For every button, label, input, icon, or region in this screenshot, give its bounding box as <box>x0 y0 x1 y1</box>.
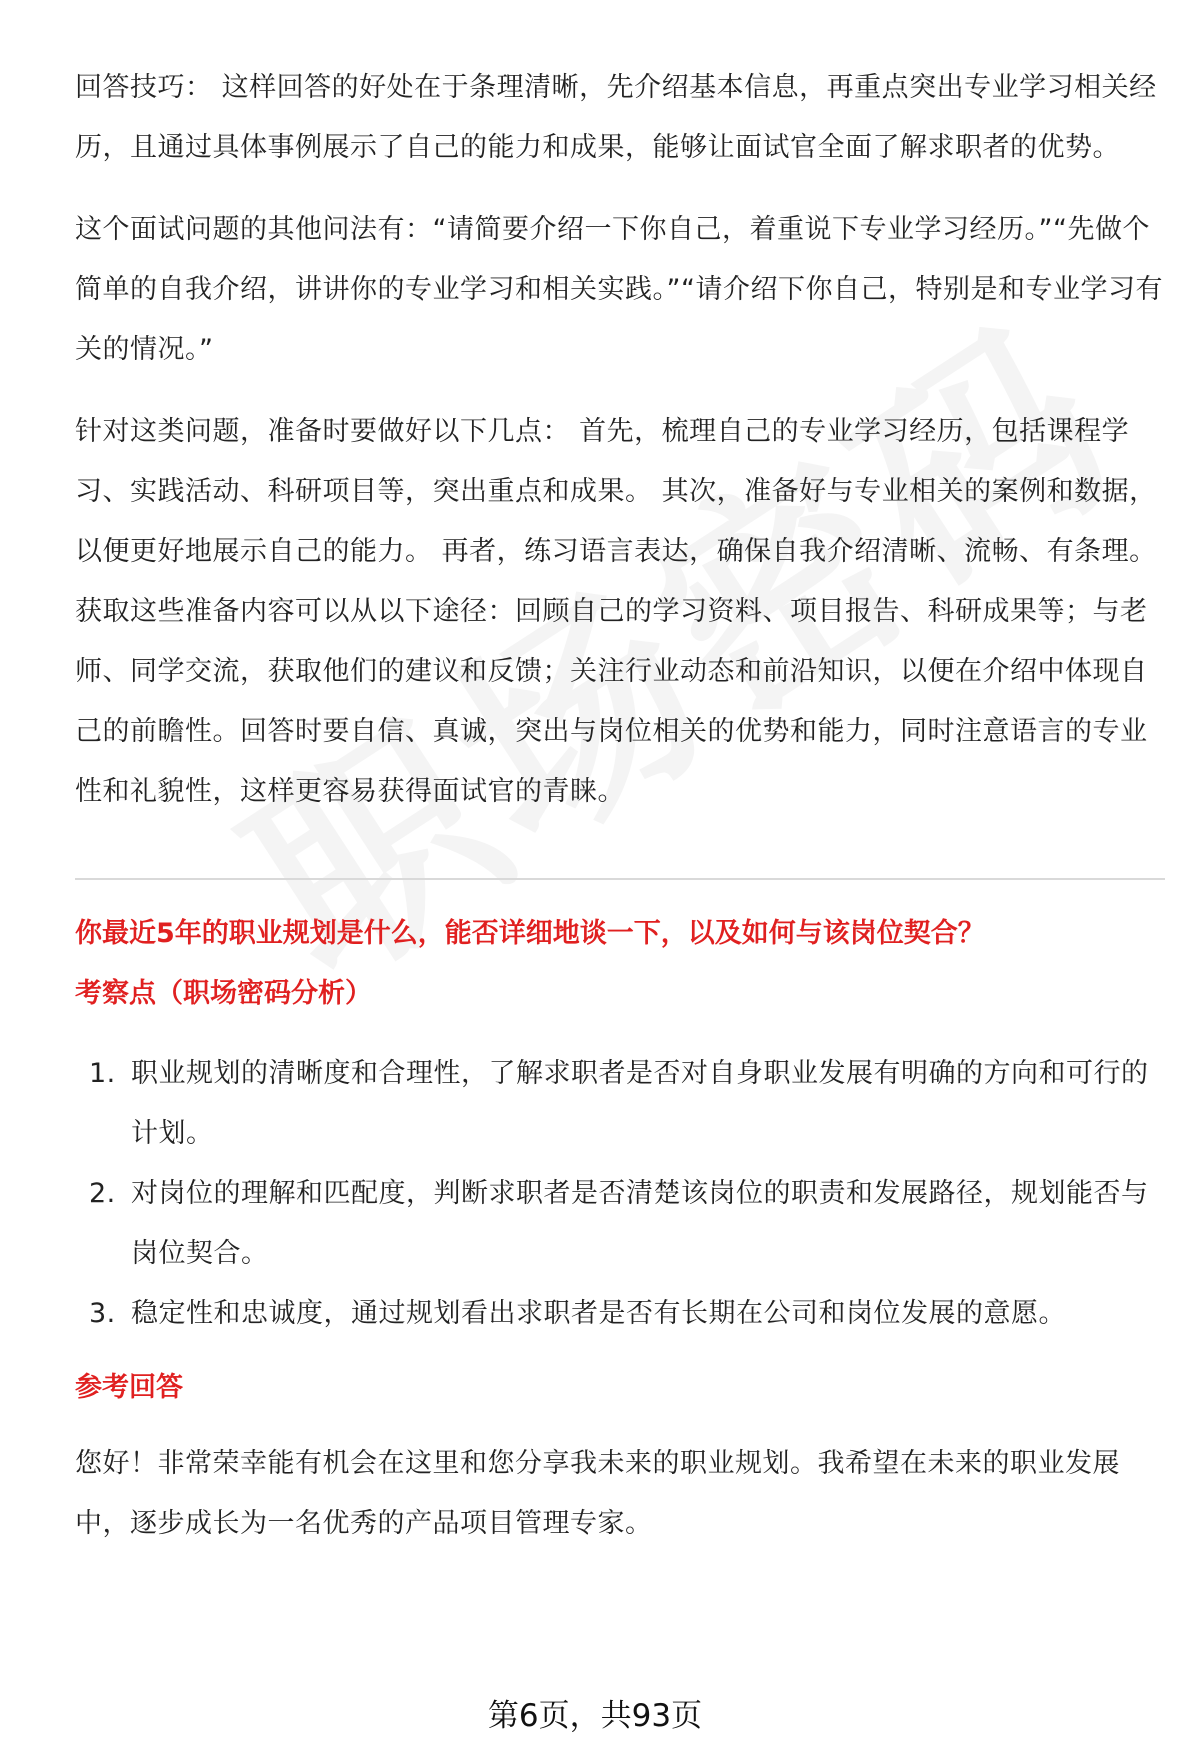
reference-answer-label: 参考回答 <box>75 1372 183 1403</box>
list-item <box>75 1164 1165 1284</box>
list-item-number: 3. <box>89 1298 116 1329</box>
alternative-questions-paragraph: 这个面试问题的其他问法有：“请简要介绍一下你自己，着重说下专业学习经历。”“先做个简单的自我介绍，讲讲你的专业学习和相关实践。”“请介绍下你自己，特别是和专业学习有关的情况。” <box>75 214 1163 365</box>
question-heading: 你最近5年的职业规划是什么，能否详细地谈一下，以及如何与该岗位契合？ <box>75 918 985 949</box>
answer-tips-paragraph: 回答技巧： 这样回答的好处在于条理清晰，先介绍基本信息，再重点突出专业学习相关经历，且通过具体事例展示了自己的能力和成果，能够让面试官全面了解求职者的优势。 <box>75 72 1157 163</box>
list-item-number: 1. <box>89 1058 116 1089</box>
document-page <box>75 58 1165 1576</box>
analysis-label: 考察点（职场密码分析） <box>75 978 372 1009</box>
list-item <box>75 1284 1165 1344</box>
reference-answer-text: 您好！非常荣幸能有机会在这里和您分享我未来的职业规划。我希望在未来的职业发展中，逐步成长为一名优秀的产品项目管理专家。 <box>75 1448 1120 1539</box>
analysis-points-list <box>75 1044 1165 1344</box>
preparation-paragraph: 针对这类问题，准备时要做好以下几点： 首先，梳理自己的专业学习经历，包括课程学习、实践活动、科研项目等，突出重点和成果。 其次，准备好与专业相关的案例和数据，以便更好地展示自己的能力。 再者，练习语言表达，确保自我介绍清晰、流畅、有条理。 获取这些准备内容可以从以下途径：回顾自己的学习资料、项目报告、科研成果等；与老师、同学交流，获取他们的建议和反馈；关注行业动态和前沿知识，以便在介绍中体现自己的前瞻性。回答时要自信、真诚，突出与岗位相关的优势和能力，同时注意语言的专业性和礼貌性，这样更容易获得面试官的青睐。 <box>75 416 1157 807</box>
list-item-number: 2. <box>89 1178 116 1209</box>
list-item-text: 对岗位的理解和匹配度，判断求职者是否清楚该岗位的职责和发展路径，规划能否与岗位契合。 <box>131 1178 1149 1269</box>
section-divider <box>75 878 1165 880</box>
page-number-footer: 第6页，共93页 <box>487 1698 703 1734</box>
list-item-text: 职业规划的清晰度和合理性，了解求职者是否对自身职业发展有明确的方向和可行的计划。 <box>131 1058 1149 1149</box>
list-item-text: 稳定性和忠诚度，通过规划看出求职者是否有长期在公司和岗位发展的意愿。 <box>131 1298 1066 1329</box>
list-item <box>75 1044 1165 1164</box>
